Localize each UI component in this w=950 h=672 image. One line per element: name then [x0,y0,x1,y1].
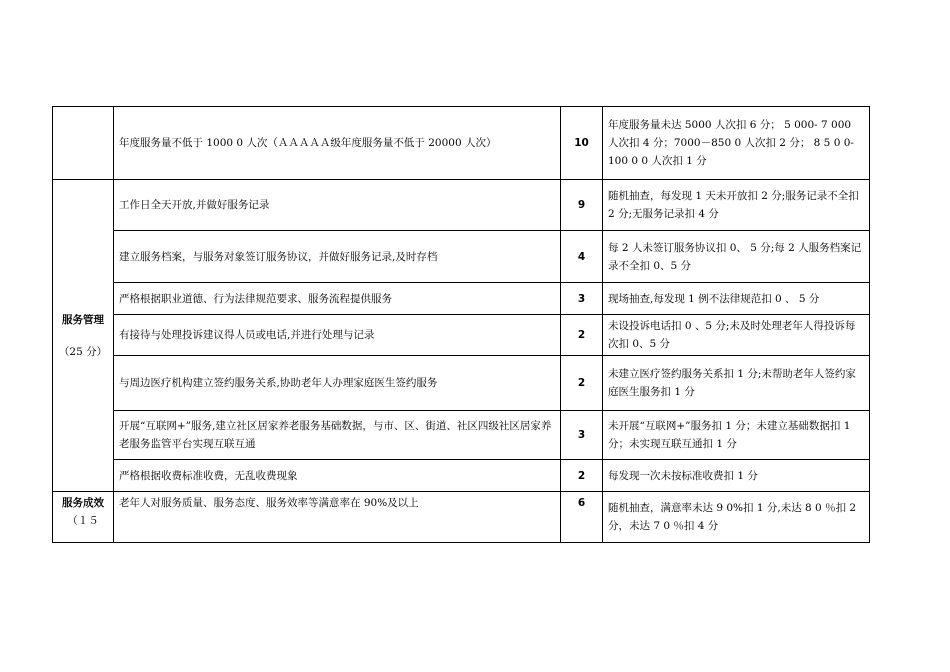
item-cell: 严格根据收费标准收费，无乱收费现象 [114,460,561,492]
rule-cell: 每发现一次未按标准收费扣 1 分 [603,460,870,492]
category-points: （１５ [67,515,99,527]
item-cell: 年度服务量不低于 1000 0 人次（ＡＡＡＡＡ级年度服务量不低于 20000 人次） [114,107,561,180]
table-row [53,315,870,356]
rule-cell: 未设投诉电话扣 0 、5 分;未及时处理老年人得投诉每次扣 0、5 分 [603,315,870,356]
rule-cell: 现场抽查,每发现 1 例不法律规范扣 0 、 5 分 [603,283,870,315]
category-cell-service-outcome [53,492,114,543]
category-points: （25 分） [58,345,108,358]
item-cell: 建立服务档案，与服务对象签订服务协议，并做好服务记录,及时存档 [114,231,561,283]
item-cell: 有接待与处理投诉建议得人员或电话,并进行处理与记录 [114,315,561,356]
rule-cell: 年度服务量未达 5000 人次扣 6 分； 5 000- 7 000 人次扣 4 分；7000－850 0 人次扣 2 分； 8 5 0 0-100 0 0 人次扣 1 分 [603,107,870,180]
category-cell-service-management [53,180,114,492]
score-cell: 6 [561,492,603,543]
table-row [53,107,870,180]
score-cell: 4 [561,231,603,283]
table-row [53,283,870,315]
score-cell: 3 [561,283,603,315]
table-row [53,180,870,231]
score-cell: 2 [561,315,603,356]
rule-cell: 未建立医疗签约服务关系扣 1 分;未帮助老年人签约家庭医生服务扣 1 分 [603,356,870,411]
table-row [53,356,870,411]
rule-cell: 未开展“互联网+”服务扣 1 分；未建立基础数据扣 1 分；未实现互联互通扣 1 分 [603,411,870,460]
category-label: 服务成效 [62,497,104,509]
category-cell [53,107,114,180]
table-row [53,411,870,460]
rule-cell: 每 2 人未签订服务协议扣 0、 5 分;每 2 人服务档案记录不全扣 0、5 分 [603,231,870,283]
score-cell: 2 [561,356,603,411]
score-cell: 9 [561,180,603,231]
rule-cell: 随机抽查，满意率未达 9 0%扣 1 分,未达 8 0 ％扣 2 分，未达 7 0 ％扣 4 分 [603,492,870,543]
scoring-table [52,106,870,543]
item-cell: 与周边医疗机构建立签约服务关系,协助老年人办理家庭医生签约服务 [114,356,561,411]
score-cell: 2 [561,460,603,492]
table-row [53,492,870,543]
score-cell: 3 [561,411,603,460]
item-cell: 老年人对服务质量、服务态度、服务效率等满意率在 90%及以上 [114,492,561,543]
table-row [53,231,870,283]
item-cell: 严格根据职业道德、行为法律规范要求、服务流程提供服务 [114,283,561,315]
rule-cell: 随机抽查，每发现 1 天未开放扣 2 分;服务记录不全扣 2 分;无服务记录扣 4 分 [603,180,870,231]
item-cell: 开展“互联网+”服务,建立社区居家养老服务基础数据，与市、区、街道、社区四级社区居家养老服务监管平台实现互联互通 [114,411,561,460]
score-cell: 10 [561,107,603,180]
item-cell: 工作日全天开放,并做好服务记录 [114,180,561,231]
category-label: 服务管理 [62,313,104,326]
table-row [53,460,870,492]
